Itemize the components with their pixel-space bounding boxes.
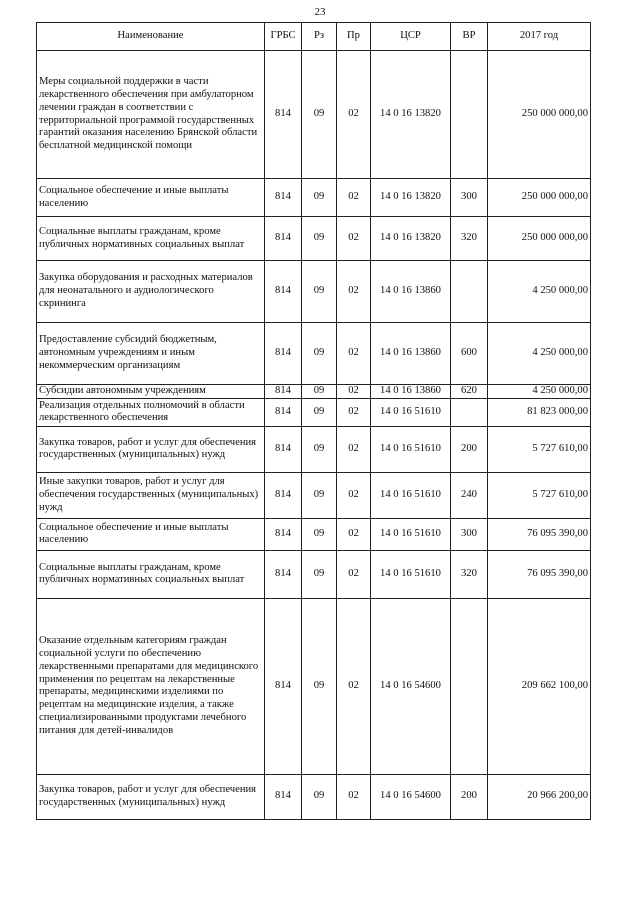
row-csr: 14 0 16 13860 xyxy=(371,385,451,399)
table-row xyxy=(37,179,591,217)
row-vr xyxy=(451,398,488,426)
row-rz: 09 xyxy=(302,426,337,472)
row-vr: 320 xyxy=(451,550,488,598)
row-pr: 02 xyxy=(337,179,371,217)
row-sum: 4 250 000,00 xyxy=(488,385,591,399)
table-row xyxy=(37,598,591,774)
row-vr: 200 xyxy=(451,426,488,472)
row-name: Предоставление субсидий бюджетным, автономным учреждениям и иным некоммерческим организациям xyxy=(37,323,265,385)
table-row xyxy=(37,261,591,323)
row-sum: 4 250 000,00 xyxy=(488,261,591,323)
row-grbs: 814 xyxy=(265,217,302,261)
row-rz: 09 xyxy=(302,217,337,261)
row-grbs: 814 xyxy=(265,51,302,179)
row-rz: 09 xyxy=(302,261,337,323)
row-name: Реализация отдельных полномочий в области лекарственного обеспечения xyxy=(37,398,265,426)
header-csr: ЦСР xyxy=(371,23,451,51)
header-grbs: ГРБС xyxy=(265,23,302,51)
header-rz: Рз xyxy=(302,23,337,51)
table-row xyxy=(37,550,591,598)
row-rz: 09 xyxy=(302,550,337,598)
row-vr: 300 xyxy=(451,518,488,550)
row-pr: 02 xyxy=(337,51,371,179)
row-name: Закупка товаров, работ и услуг для обеспечения государственных (муниципальных) нужд xyxy=(37,426,265,472)
row-sum: 20 966 200,00 xyxy=(488,774,591,819)
row-grbs: 814 xyxy=(265,598,302,774)
row-pr: 02 xyxy=(337,323,371,385)
table-row xyxy=(37,518,591,550)
row-pr: 02 xyxy=(337,598,371,774)
row-name: Закупка оборудования и расходных материалов для неонатального и аудиологического скрининга xyxy=(37,261,265,323)
row-vr xyxy=(451,598,488,774)
table-body xyxy=(37,51,591,820)
row-rz: 09 xyxy=(302,518,337,550)
row-pr: 02 xyxy=(337,550,371,598)
row-sum: 81 823 000,00 xyxy=(488,398,591,426)
row-rz: 09 xyxy=(302,472,337,518)
row-name: Меры социальной поддержки в части лекарственного обеспечения при амбулаторном лечении граждан в соответствии с территориальной программой государственных гарантий оказания населению Брянской области бесплатной медицинской помощи xyxy=(37,51,265,179)
row-pr: 02 xyxy=(337,518,371,550)
table-row xyxy=(37,385,591,399)
header-name: Наименование xyxy=(37,23,265,51)
row-rz: 09 xyxy=(302,179,337,217)
row-csr: 14 0 16 13820 xyxy=(371,179,451,217)
table-row xyxy=(37,398,591,426)
row-csr: 14 0 16 13860 xyxy=(371,323,451,385)
row-vr: 620 xyxy=(451,385,488,399)
row-sum: 250 000 000,00 xyxy=(488,179,591,217)
header-vr: ВР xyxy=(451,23,488,51)
row-rz: 09 xyxy=(302,398,337,426)
row-grbs: 814 xyxy=(265,518,302,550)
row-grbs: 814 xyxy=(265,179,302,217)
row-pr: 02 xyxy=(337,774,371,819)
table-row xyxy=(37,774,591,819)
row-name: Субсидии автономным учреждениям xyxy=(37,385,265,399)
row-pr: 02 xyxy=(337,398,371,426)
row-sum: 250 000 000,00 xyxy=(488,217,591,261)
row-sum: 76 095 390,00 xyxy=(488,550,591,598)
row-name: Закупка товаров, работ и услуг для обеспечения государственных (муниципальных) нужд xyxy=(37,774,265,819)
row-csr: 14 0 16 51610 xyxy=(371,518,451,550)
row-csr: 14 0 16 51610 xyxy=(371,426,451,472)
row-vr: 600 xyxy=(451,323,488,385)
row-rz: 09 xyxy=(302,598,337,774)
row-csr: 14 0 16 51610 xyxy=(371,472,451,518)
row-csr: 14 0 16 51610 xyxy=(371,550,451,598)
row-vr xyxy=(451,51,488,179)
header-pr: Пр xyxy=(337,23,371,51)
row-sum: 4 250 000,00 xyxy=(488,323,591,385)
row-grbs: 814 xyxy=(265,472,302,518)
row-sum: 5 727 610,00 xyxy=(488,426,591,472)
row-csr: 14 0 16 51610 xyxy=(371,398,451,426)
row-pr: 02 xyxy=(337,217,371,261)
row-rz: 09 xyxy=(302,323,337,385)
row-csr: 14 0 16 54600 xyxy=(371,774,451,819)
row-pr: 02 xyxy=(337,472,371,518)
row-name: Иные закупки товаров, работ и услуг для обеспечения государственных (муниципальных) нужд xyxy=(37,472,265,518)
row-rz: 09 xyxy=(302,385,337,399)
row-name: Социальные выплаты гражданам, кроме публичных нормативных социальных выплат xyxy=(37,550,265,598)
row-sum: 76 095 390,00 xyxy=(488,518,591,550)
row-sum: 250 000 000,00 xyxy=(488,51,591,179)
row-grbs: 814 xyxy=(265,550,302,598)
budget-table xyxy=(36,22,591,820)
row-name: Социальное обеспечение и иные выплаты населению xyxy=(37,518,265,550)
table-header-row xyxy=(37,23,591,51)
header-year: 2017 год xyxy=(488,23,591,51)
row-name: Оказание отдельным категориям граждан социальной услуги по обеспечению лекарственными препаратами для медицинского применения по рецептам на лекарственные препараты, медицинскими изделиями по рецептам на медицинские изделия, а также специализированными продуктами лечебного питания для детей-инвалидов xyxy=(37,598,265,774)
row-grbs: 814 xyxy=(265,426,302,472)
table-row xyxy=(37,323,591,385)
row-grbs: 814 xyxy=(265,261,302,323)
row-grbs: 814 xyxy=(265,774,302,819)
table-row xyxy=(37,217,591,261)
row-name: Социальное обеспечение и иные выплаты населению xyxy=(37,179,265,217)
row-csr: 14 0 16 13860 xyxy=(371,261,451,323)
row-name: Социальные выплаты гражданам, кроме публичных нормативных социальных выплат xyxy=(37,217,265,261)
row-grbs: 814 xyxy=(265,323,302,385)
row-sum: 209 662 100,00 xyxy=(488,598,591,774)
row-rz: 09 xyxy=(302,51,337,179)
row-vr xyxy=(451,261,488,323)
row-sum: 5 727 610,00 xyxy=(488,472,591,518)
page-number: 23 xyxy=(314,6,326,18)
row-csr: 14 0 16 54600 xyxy=(371,598,451,774)
row-pr: 02 xyxy=(337,385,371,399)
row-vr: 200 xyxy=(451,774,488,819)
row-vr: 300 xyxy=(451,179,488,217)
row-grbs: 814 xyxy=(265,385,302,399)
table-row xyxy=(37,51,591,179)
row-vr: 320 xyxy=(451,217,488,261)
table-row xyxy=(37,426,591,472)
row-rz: 09 xyxy=(302,774,337,819)
row-csr: 14 0 16 13820 xyxy=(371,51,451,179)
row-vr: 240 xyxy=(451,472,488,518)
row-grbs: 814 xyxy=(265,398,302,426)
row-csr: 14 0 16 13820 xyxy=(371,217,451,261)
row-pr: 02 xyxy=(337,261,371,323)
row-pr: 02 xyxy=(337,426,371,472)
table-row xyxy=(37,472,591,518)
